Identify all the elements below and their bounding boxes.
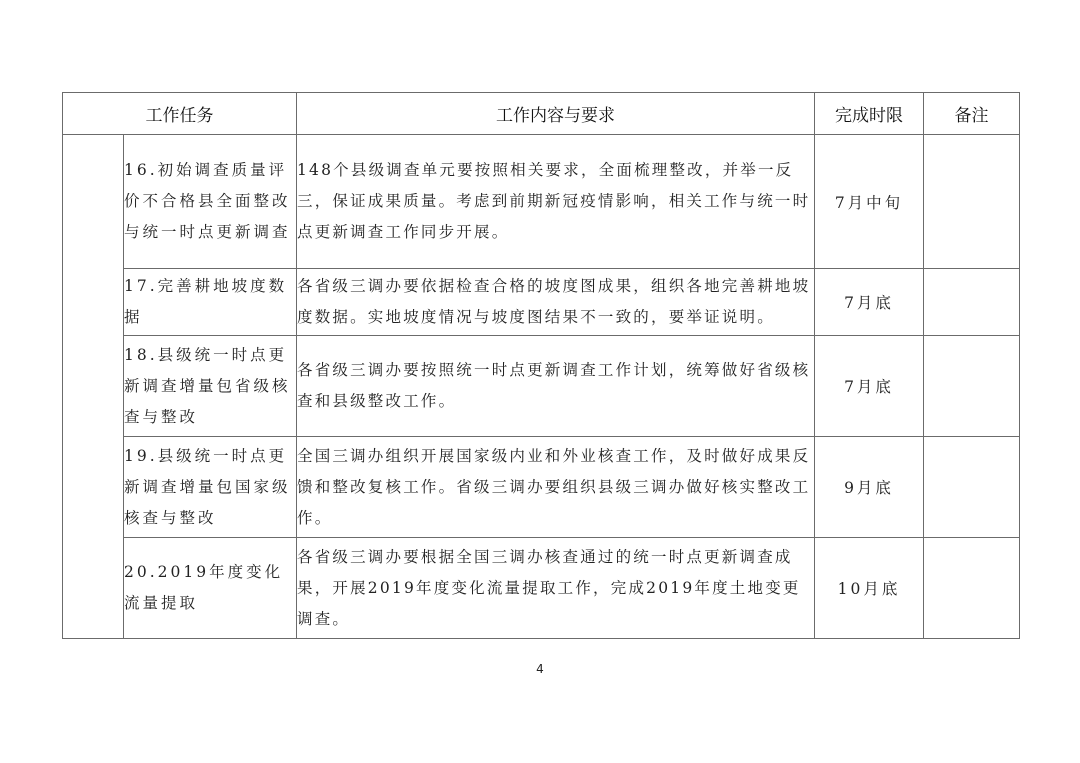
deadline-cell: 7月中旬 xyxy=(815,135,924,269)
task-cell: 19.县级统一时点更新调查增量包国家级核查与整改 xyxy=(124,437,297,538)
deadline-cell: 10月底 xyxy=(815,538,924,639)
table-row xyxy=(63,538,1020,639)
task-cell: 18.县级统一时点更新调查增量包省级核查与整改 xyxy=(124,336,297,437)
task-cell: 20.2019年度变化流量提取 xyxy=(124,538,297,639)
note-cell xyxy=(924,538,1020,639)
note-cell xyxy=(924,437,1020,538)
table-header-row xyxy=(63,93,1020,135)
note-cell xyxy=(924,135,1020,269)
task-group-cell xyxy=(63,135,124,639)
table-row xyxy=(63,437,1020,538)
content-cell: 全国三调办组织开展国家级内业和外业核查工作，及时做好成果反馈和整改复核工作。省级三调办要组织县级三调办做好核实整改工作。 xyxy=(297,437,815,538)
table-row xyxy=(63,336,1020,437)
deadline-cell: 7月底 xyxy=(815,269,924,336)
header-note: 备注 xyxy=(924,93,1020,135)
note-cell xyxy=(924,336,1020,437)
content-cell: 148个县级调查单元要按照相关要求，全面梳理整改，并举一反三，保证成果质量。考虑到前期新冠疫情影响，相关工作与统一时点更新调查工作同步开展。 xyxy=(297,135,815,269)
task-table xyxy=(62,92,1020,639)
deadline-cell: 7月底 xyxy=(815,336,924,437)
content-cell: 各省级三调办要依据检查合格的坡度图成果，组织各地完善耕地坡度数据。实地坡度情况与坡度图结果不一致的，要举证说明。 xyxy=(297,269,815,336)
header-task: 工作任务 xyxy=(63,93,297,135)
table-row xyxy=(63,135,1020,269)
note-cell xyxy=(924,269,1020,336)
task-cell: 16.初始调查质量评价不合格县全面整改与统一时点更新调查 xyxy=(124,135,297,269)
content-cell: 各省级三调办要根据全国三调办核查通过的统一时点更新调查成果，开展2019年度变化流量提取工作，完成2019年度土地变更调查。 xyxy=(297,538,815,639)
header-deadline: 完成时限 xyxy=(815,93,924,135)
task-cell: 17.完善耕地坡度数据 xyxy=(124,269,297,336)
page-number: 4 xyxy=(536,662,544,676)
table-row xyxy=(63,269,1020,336)
deadline-cell: 9月底 xyxy=(815,437,924,538)
content-cell: 各省级三调办要按照统一时点更新调查工作计划，统筹做好省级核查和县级整改工作。 xyxy=(297,336,815,437)
header-content: 工作内容与要求 xyxy=(297,93,815,135)
